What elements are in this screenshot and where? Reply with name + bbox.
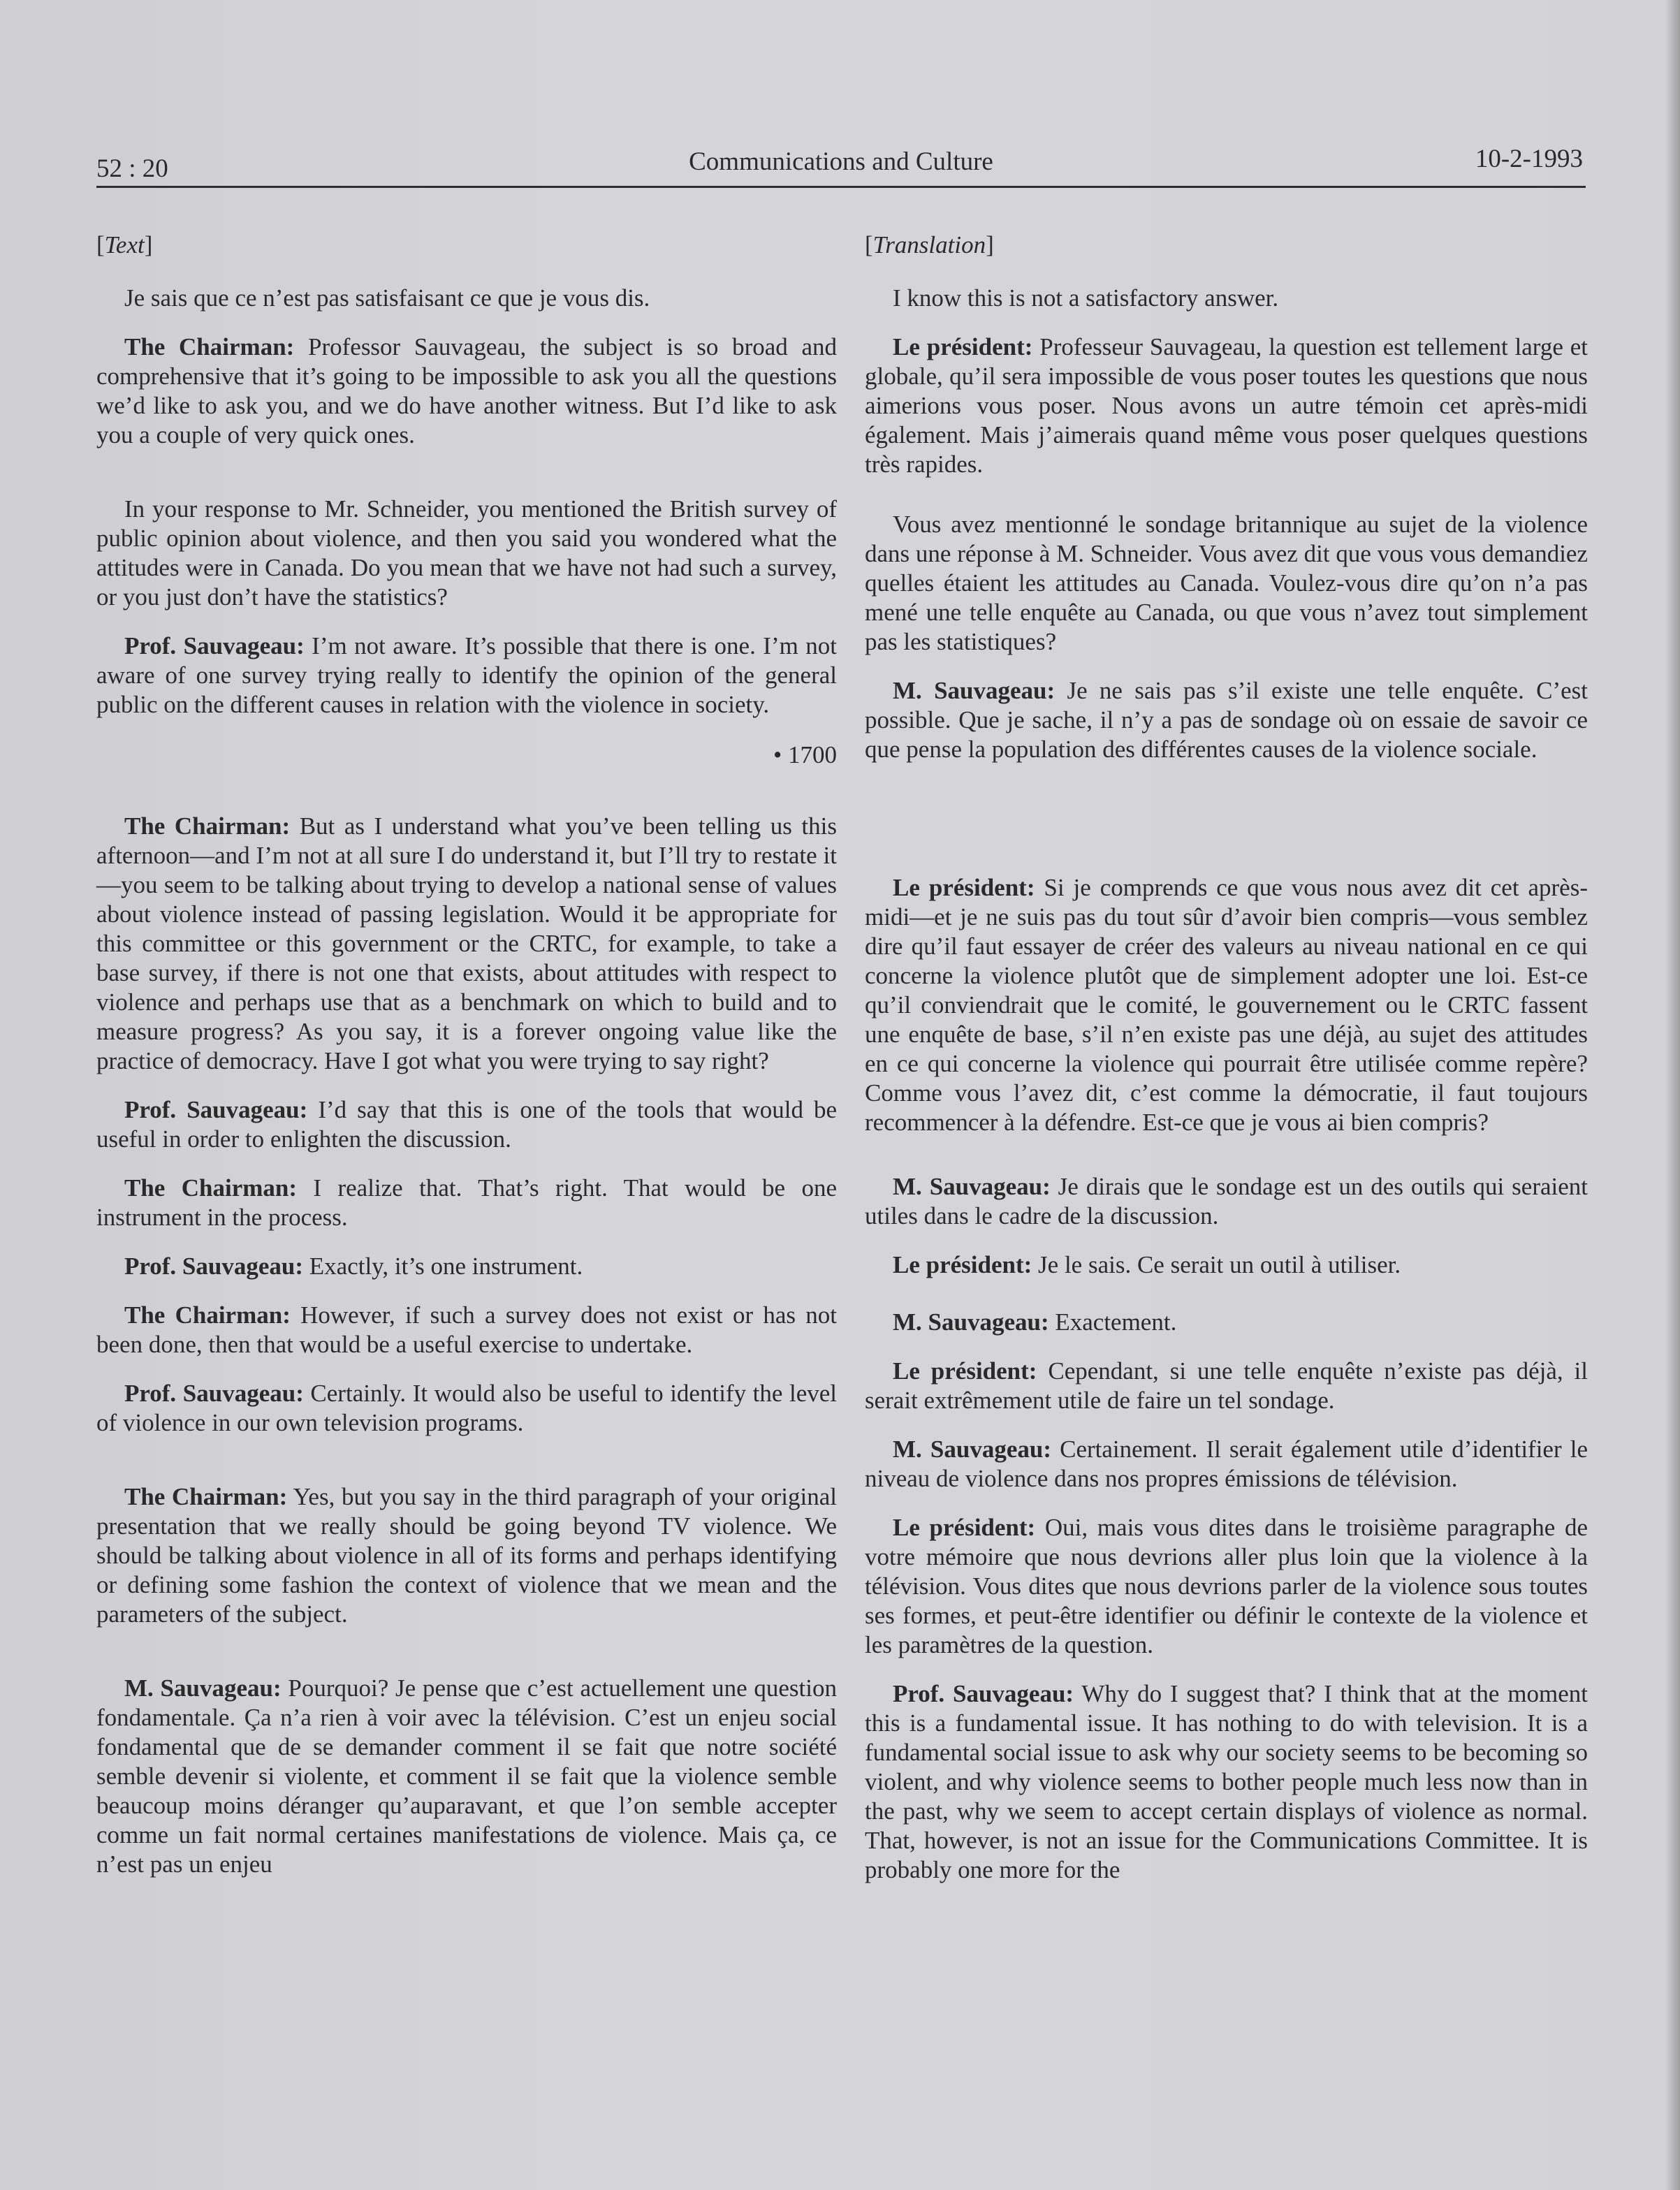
speaker-name: The Chairman: [124,333,295,360]
paragraph: Prof. Sauvageau: I’d say that this is one of the tools that would be useful in order to enlighten the discussion. [96,1096,837,1153]
speaker-name: The Chairman: [124,1483,288,1510]
header-title: Communications and Culture [689,147,993,176]
time-marker: • 1700 [773,741,837,768]
page-number: 52 : 20 [96,154,168,183]
speaker-name: Prof. Sauvageau: [893,1680,1074,1707]
paragraph: Vous avez mentionné le sondage britannique au sujet de la violence dans une réponse à M. Schneider. Vous avez dit que vous vous demandiez quelles étaient les attitudes au Canada. Voulez-vous dire qu’on n’a pas mené une telle enquête au Canada, ou que vous n’avez tout simplement pas les statistiques? [865,511,1588,655]
left-column [96,231,837,1899]
page-edge-shadow [1665,0,1680,2190]
speaker-name: M. Sauvageau: [893,677,1056,704]
paragraph: The Chairman: But as I understand what you’ve been telling us this afternoon—and I’m not at all sure I do understand it, but I’ll try to restate it—you seem to be talking about trying to develop a national sense of values about violence instead of passing legislation. Would it be appropriate for this committee or this government or the CRTC, for example, to take a base survey, if there is not one that exists, about attitudes with respect to violence and perhaps use that as a benchmark on which to build and to measure progress? As you say, it is a forever ongoing value like the practice of democracy. Have I got what you were trying to say right? [96,812,837,1074]
paragraph: The Chairman: However, if such a survey does not exist or has not been done, then that would be a useful exercise to undertake. [96,1301,837,1358]
paragraph: M. Sauvageau: Pourquoi? Je pense que c’est actuellement une question fondamentale. Ça n’a rien à voir avec la télévision. C’est un enjeu social fondamental que de se demander comment il se fait que notre société semble devenir si violente, et comment il se fait que la violence semble beaucoup moins déranger qu’auparavant, et que l’on semble accepter comme un fait normal certaines manifestations de violence. Mais ça, ce n’est pas un enjeu [96,1674,837,1878]
paragraph: Prof. Sauvageau: I’m not aware. It’s possible that there is one. I’m not aware of one survey trying really to identify the opinion of the general public on the different causes in relation with the violence in society. [96,632,838,718]
paragraph: Prof. Sauvageau: Exactly, it’s one instrument. [124,1253,583,1280]
paragraph: M. Sauvageau: Certainement. Il serait également utile d’identifier le niveau de violence dans nos propres émissions de télévision. [865,1436,1588,1492]
header-date: 10-2-1993 [1475,145,1583,173]
paragraph: The Chairman: Professor Sauvageau, the subject is so broad and comprehensive that it’s going to be impossible to ask you all the questions we’d like to ask you, and we do have another witness. But I’d like to ask you a couple of very quick ones. [96,333,837,448]
speaker-name: Le président: [893,1251,1032,1278]
paragraph: Je sais que ce n’est pas satisfaisant ce que je vous dis. [124,284,650,312]
paragraph: In your response to Mr. Schneider, you mentioned the British survey of public opinion about violence, and then you said you wondered what the attitudes were in Canada. Do you mean that we have not had such a survey, or you just don’t have the statistics? [96,495,837,611]
right-column [865,231,1588,1904]
paragraph: M. Sauvageau: Je ne sais pas s’il existe une telle enquête. C’est possible. Que je sache, il n’y a pas de sondage où on essaie de savoir ce que pense la population des différentes causes de la violence sociale. [865,677,1588,763]
running-header [96,140,1586,188]
paragraph: Le président: Si je comprends ce que vous nous avez dit cet après-midi—et je ne suis pas du tout sûr d’avoir bien compris—vous semblez dire qu’il faut essayer de créer des valeurs au niveau national en ce qui concerne la violence plutôt que de simplement adopter une loi. Est-ce qu’il conviendrait que le comité, le gouvernement ou le CRTC fassent une enquête de base, s’il n’en existe pas une déjà, au sujet des attitudes en ce qui concerne la violence qui pourrait être utilisée comme repère? Comme vous l’avez dit, c’est comme la démocratie, il faut toujours recommencer à la défendre. Est-ce que je vous ai bien compris? [865,874,1588,1136]
paragraph: The Chairman: Yes, but you say in the third paragraph of your original presentation that we really should be going beyond TV violence. We should be talking about violence in all of its forms and perhaps identifying or defining some fashion the context of violence that we mean and the parameters of the subject. [96,1483,838,1628]
speaker-name: The Chairman: [124,1301,291,1329]
speaker-name: Le président: [893,333,1033,360]
speaker-name: Le président: [893,1514,1036,1541]
paragraph: Prof. Sauvageau: Certainly. It would also be useful to identify the level of violence in our own television programs. [96,1380,837,1436]
speaker-name: Prof. Sauvageau: [124,1096,308,1123]
paragraph: Le président: Professeur Sauvageau, la question est tellement large et globale, qu’il sera impossible de vous poser toutes les questions que nous aimerions vous poser. Nous avons un autre témoin cet après-midi également. Mais j’aimerais quand même vous poser quelques questions très rapides. [865,333,1588,478]
paragraph: M. Sauvageau: Exactement. [893,1308,1177,1336]
paragraph: I know this is not a satisfactory answer. [893,284,1279,312]
speaker-name: The Chairman: [124,1174,298,1202]
speaker-name: Prof. Sauvageau: [124,1380,304,1407]
speaker-name: M. Sauvageau: [893,1173,1051,1200]
speaker-name: M. Sauvageau: [893,1436,1051,1463]
paragraph: Le président: Oui, mais vous dites dans le troisième paragraphe de votre mémoire que nous devrions aller plus loin que la violence à la télévision. Vous dites que nous devrions parler de la violence sous toutes ses formes, et peut-être identifier ou définir le contexte de la violence et les paramètres de la question. [865,1514,1588,1658]
speaker-name: Le président: [893,1357,1037,1385]
speaker-name: Le président: [893,874,1035,901]
paragraph: Prof. Sauvageau: Why do I suggest that? I think that at the moment this is a fundamental issue. It has nothing to do with television. It is a fundamental social issue to ask why our society seems to be becoming so violent, and why violence seems to bother people much less now than in the past, why we seem to accept certain displays of violence as normal. That, however, is not an issue for the Communications Committee. It is probably one more for the [865,1680,1588,1883]
speaker-name: M. Sauvageau: [124,1674,282,1702]
paragraph: The Chairman: I realize that. That’s right. That would be one instrument in the process. [96,1174,837,1231]
language-label: [Translation] [865,231,994,258]
paragraph: Le président: Cependant, si une telle enquête n’existe pas déjà, il serait extrêmement utile de faire un tel sondage. [865,1357,1588,1414]
speaker-name: Prof. Sauvageau: [124,632,305,659]
speaker-name: The Chairman: [124,812,291,840]
speaker-name: M. Sauvageau: [893,1308,1049,1336]
paragraph: M. Sauvageau: Je dirais que le sondage est un des outils qui seraient utiles dans le cadre de la discussion. [865,1173,1588,1229]
speaker-name: Prof. Sauvageau: [124,1253,304,1280]
paragraph: Le président: Je le sais. Ce serait un outil à utiliser. [893,1251,1401,1278]
language-label: [Text] [96,231,153,258]
